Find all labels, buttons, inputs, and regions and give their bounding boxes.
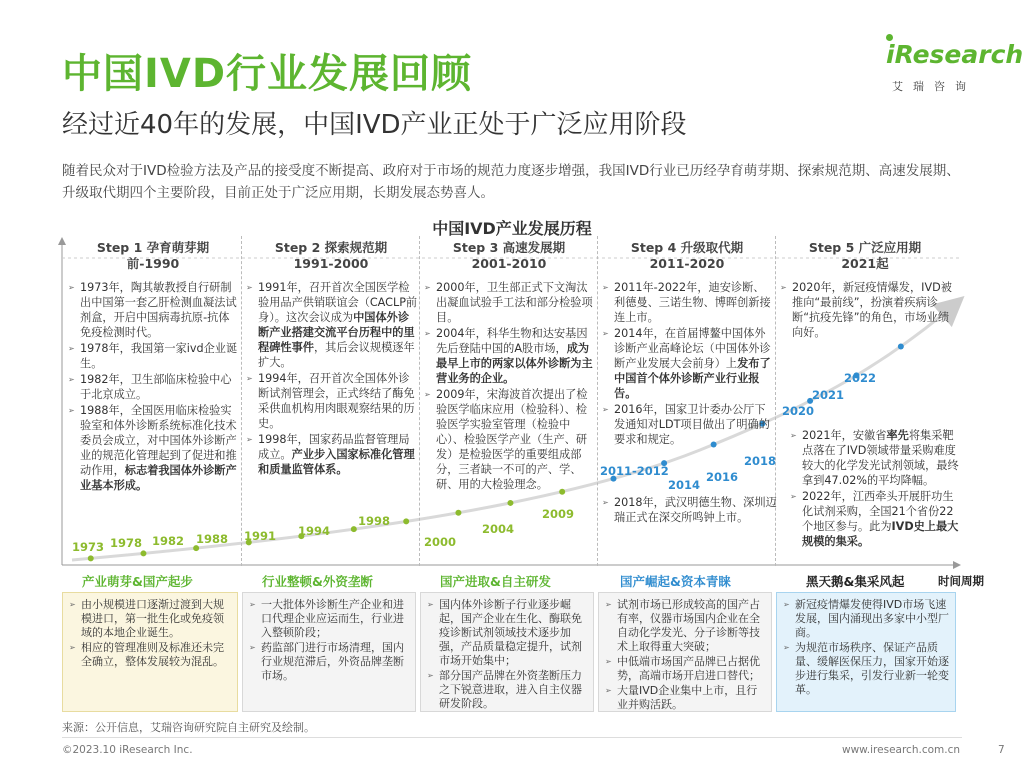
step-5-events [780,280,960,341]
axis-label: 时间周期 [938,574,984,588]
year-label: 1978 [110,536,143,550]
summary-item: ➢ 大量IVD企业集中上市，且行业并购活跃。 [605,684,765,712]
curve-dot [898,344,904,350]
step-3-header [420,240,598,272]
phase-label: 国产崛起&资本青睐 [620,574,731,589]
summary-item: ➢ 部分国产品牌在外资垄断压力之下锐意进取，进入自主仪器研发阶段。 [427,669,587,711]
year-label: 2020 [782,404,815,418]
event-item: ➢ 2000年，卫生部正式下文淘汰出凝血试验手工法和部分检验项目。 [424,280,596,325]
year-label: 2004 [482,522,515,536]
step-2-summary [242,592,416,712]
step-4-events-late [602,495,780,526]
curve-dot [507,500,513,506]
step-1-summary [62,592,238,712]
event-item: ➢ 2022年，江西牵头开展肝功生化试剂采购，全国21个省份22个地区参与。此为IVD史上最大规模的集采。 [790,489,960,549]
year-label: 1988 [196,532,229,546]
step-5-summary [776,592,956,712]
summary-item: ➢ 由小规模进口逐渐过渡到大规模进口，第一批生化或免疫领域的本地企业诞生。 [69,598,231,640]
page-title: 中国IVD行业发展回顾 [62,51,473,97]
event-item: ➢ 2021年，安徽省率先将集采靶点落在了IVD领域带量采购难度较大的化学发光试剂领域，最终拿到47.02%的平均降幅。 [790,428,960,488]
summary-item: ➢ 药监部门进行市场清理，国内行业规范滞后，外资品牌垄断市场。 [249,641,409,683]
event-item: ➢ 2014年，在首届博鳌中国体外诊断产业高峰论坛（中国体外诊断产业发展大会前身）上发布了中国首个体外诊断产业行业报告。 [602,326,772,401]
phase-label: 行业整顿&外资垄断 [262,574,373,589]
intro-paragraph: 随着民众对于IVD检验方法及产品的接受度不断提高、政府对于市场的规范力度逐步增强，我国IVD行业已历经孕育萌芽期、探索规范期、高速发展期、升级取代期四个主要阶段，目前正处于广泛应用期，长期发展态势喜人。 [62,163,960,201]
year-label: 2011-2012 [600,464,669,478]
step-1-events [68,280,240,494]
event-item: ➢ 2011年-2022年，迪安诊断、利德曼、三诺生物、博晖创新接连上市。 [602,280,772,325]
event-item: ➢ 1982年，卫生部临床检验中心于北京成立。 [68,372,240,402]
step-period: 2021起 [841,256,889,271]
year-label: 2022 [844,371,877,385]
source-note: 来源：公开信息，艾瑞咨询研究院自主研究及绘制。 [62,721,315,734]
logo-wordmark: iResearch [886,40,1024,69]
step-1-header [64,240,242,272]
summary-item: ➢ 一大批体外诊断生产企业和进口代理企业应运而生，行业进入整顿阶段； [249,598,409,640]
step-5-header [776,240,954,272]
step-5-events-late [790,428,960,550]
event-item: ➢ 1978年，我国第一家ivd企业诞生。 [68,341,240,371]
logo-subtitle: 艾瑞咨询 [892,80,976,93]
copyright: ©2023.10 iResearch Inc. [62,744,193,756]
year-label: 2018 [744,454,777,468]
event-item: ➢ 1988年，全国医用临床检验实验室和体外诊断系统标准化技术委员会成立，对中国体外诊断产业的规范化管理起到了促进和推动作用，标志着我国体外诊断产业基本形成。 [68,403,240,493]
summary-item: ➢ 新冠疫情爆发使得IVD市场飞速发展，国内涌现出多家中小型厂商。 [783,598,949,640]
step-2-header [242,240,420,272]
step-4-header [598,240,776,272]
website-link[interactable]: www.iresearch.com.cn [842,744,961,756]
year-label: 1994 [298,524,331,538]
step-3-summary [420,592,594,712]
page-subtitle: 经过近40年的发展，中国IVD产业正处于广泛应用阶段 [62,110,687,140]
event-item: ➢ 1973年，陶其敏教授自行研制出中国第一套乙肝检测血凝法试剂盒，开启中国病毒抗原-抗体免疫检测时代。 [68,280,240,340]
event-item: ➢ 2009年，宋海波首次提出了检验医学临床应用（检验科）、检验医学实验室管理（检验中心）、检验医学产业（生产、研发）是检验医学的重要组成部分，三者缺一不可的产、学、研、用的大检验理念。 [424,387,596,492]
step-name: Step 3 高速发展期 [452,240,566,255]
curve-dot [455,510,461,516]
step-2-events [246,280,418,478]
footer-divider [62,737,962,738]
event-item: ➢ 2018年，武汉明德生物、深圳迈瑞正式在深交所鸣钟上市。 [602,495,780,525]
column-divider [241,236,242,566]
year-label: 2000 [424,535,457,549]
phase-label: 国产进取&自主研发 [440,574,551,589]
summary-item: ➢ 为规范市场秩序、保证产品质量、缓解医保压力，国家开始逐步进行集采，引发行业新一轮变革。 [783,641,949,697]
step-3-events [424,280,596,493]
step-period: 2011-2020 [649,256,725,271]
step-name: Step 5 广泛应用期 [808,240,922,255]
event-item: ➢ 2020年，新冠疫情爆发，IVD被推向“最前线”，扮演着疾病诊断“抗疫先锋”的角色，市场业绩向好。 [780,280,960,340]
event-item: ➢ 1998年，国家药品监督管理局成立。产业步入国家标准化管理和质量监管体系。 [246,432,418,477]
step-name: Step 2 探索规范期 [274,240,388,255]
year-label: 1998 [358,514,391,528]
column-divider [419,236,420,566]
year-label: 2021 [812,388,845,402]
curve-dot [351,526,357,532]
event-item: ➢ 1994年，召开首次全国体外诊断试剂管理会，正式终结了酶免采供血机构用肉眼观察结果的历史。 [246,371,418,431]
summary-item: ➢ 相应的管理准则及标准还未完全确立，整体发展较为混乱。 [69,641,231,669]
event-item: ➢ 2004年，科华生物和达安基因先后登陆中国的A股市场，成为最早上市的两家以体外诊断为主营业务的企业。 [424,326,596,386]
step-period: 前-1990 [126,256,180,271]
year-label: 1991 [244,529,277,543]
year-label: 2014 [668,478,701,492]
curve-dot [403,518,409,524]
curve-dot [140,550,146,556]
step-4-events [602,280,772,448]
year-label: 2009 [542,507,575,521]
step-4-summary [598,592,772,712]
event-item: ➢ 1991年，召开首次全国医学检验用品产供销联谊会（CACLP前身）。这次会议成为中国体外诊断产业搭建交流平台历程中的里程碑性事件，其后会议规模逐年扩大。 [246,280,418,370]
step-period: 1991-2000 [293,256,369,271]
curve-dot [88,555,94,561]
summary-item: ➢ 试剂市场已形成较高的国产占有率，仪器市场国内企业在全自动化学发光、分子诊断等技术上取得重大突破； [605,598,765,654]
summary-item: ➢ 中低端市场国产品牌已占据优势，高端市场开启进口替代； [605,655,765,683]
year-label: 1973 [72,540,105,554]
year-label: 1982 [152,534,185,548]
column-divider [597,236,598,566]
step-period: 2001-2010 [471,256,547,271]
year-label: 2016 [706,470,739,484]
step-name: Step 1 孕育萌芽期 [96,240,210,255]
step-name: Step 4 升级取代期 [630,240,744,255]
phase-label: 产业萌芽&国产起步 [82,574,193,589]
chart-title: 中国IVD产业发展历程 [432,219,592,238]
summary-item: ➢ 国内体外诊断子行业逐步崛起，国产企业在生化、酶联免疫诊断试剂领域技术逐步加强，产品质量稳定提升，试剂市场开始集中； [427,598,587,668]
page-number: 7 [998,744,1005,756]
curve-dot [193,545,199,551]
event-item: ➢ 2016年，国家卫计委办公厅下发通知对LDT项目做出了明确的要求和规定。 [602,402,772,447]
phase-label: 黑天鹅&集采风起 [806,574,905,589]
